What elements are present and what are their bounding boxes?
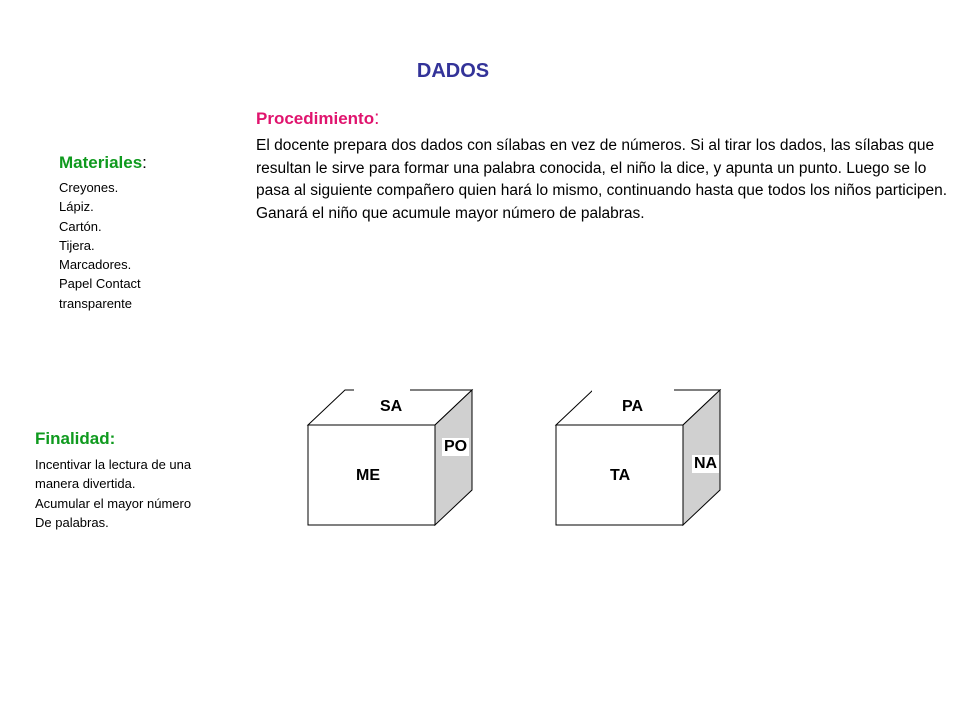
materiales-item: Papel Contact <box>59 276 141 292</box>
die-2 <box>548 385 728 535</box>
procedimiento-heading-colon: : <box>374 108 380 129</box>
finalidad-line: manera divertida. <box>35 476 136 492</box>
finalidad-line: De palabras. <box>35 514 109 530</box>
materiales-item: Cartón. <box>59 218 102 234</box>
materiales-item: Marcadores. <box>59 257 132 273</box>
die-2-top-syllable: PA <box>622 398 644 415</box>
materiales-heading-colon: : <box>142 153 147 172</box>
materiales-item: Creyones. <box>59 180 119 195</box>
materiales-item: Tijera. <box>59 237 95 253</box>
finalidad-heading: Finalidad: <box>35 429 116 448</box>
materiales-list <box>59 178 141 313</box>
die-2-front-syllable: TA <box>610 467 631 484</box>
procedimiento-text: El docente prepara dos dados con sílabas en vez de números. Si al tirar los dados, las sílabas que resultan le sirve para formar una palabra conocida, el niño la dice, y apunta un punto. Luego se lo pasa al siguiente compañero quien hará lo mismo, continuando hasta que todos los niños participen. Ganará el niño que acumule mayor número de palabras. <box>256 137 948 222</box>
die-2-side-syllable: NA <box>694 455 718 472</box>
die-1-front-syllable: ME <box>356 467 380 484</box>
materiales-item: transparente <box>59 295 132 311</box>
materiales-item: Lápiz. <box>59 199 94 215</box>
finalidad-line: Incentivar la lectura de una <box>35 457 192 472</box>
materiales-heading-label: Materiales <box>59 153 143 172</box>
die-1-side-syllable: PO <box>444 438 468 455</box>
procedimiento-heading <box>256 108 379 130</box>
finalidad-line: Acumular el mayor número <box>35 495 192 511</box>
finalidad-text <box>35 455 235 532</box>
die-1 <box>300 385 480 535</box>
page-title: DADOS <box>416 60 490 82</box>
materiales-heading <box>59 153 147 173</box>
die-1-top-syllable: SA <box>380 398 403 415</box>
procedimiento-heading-label: Procedimiento <box>256 109 375 128</box>
